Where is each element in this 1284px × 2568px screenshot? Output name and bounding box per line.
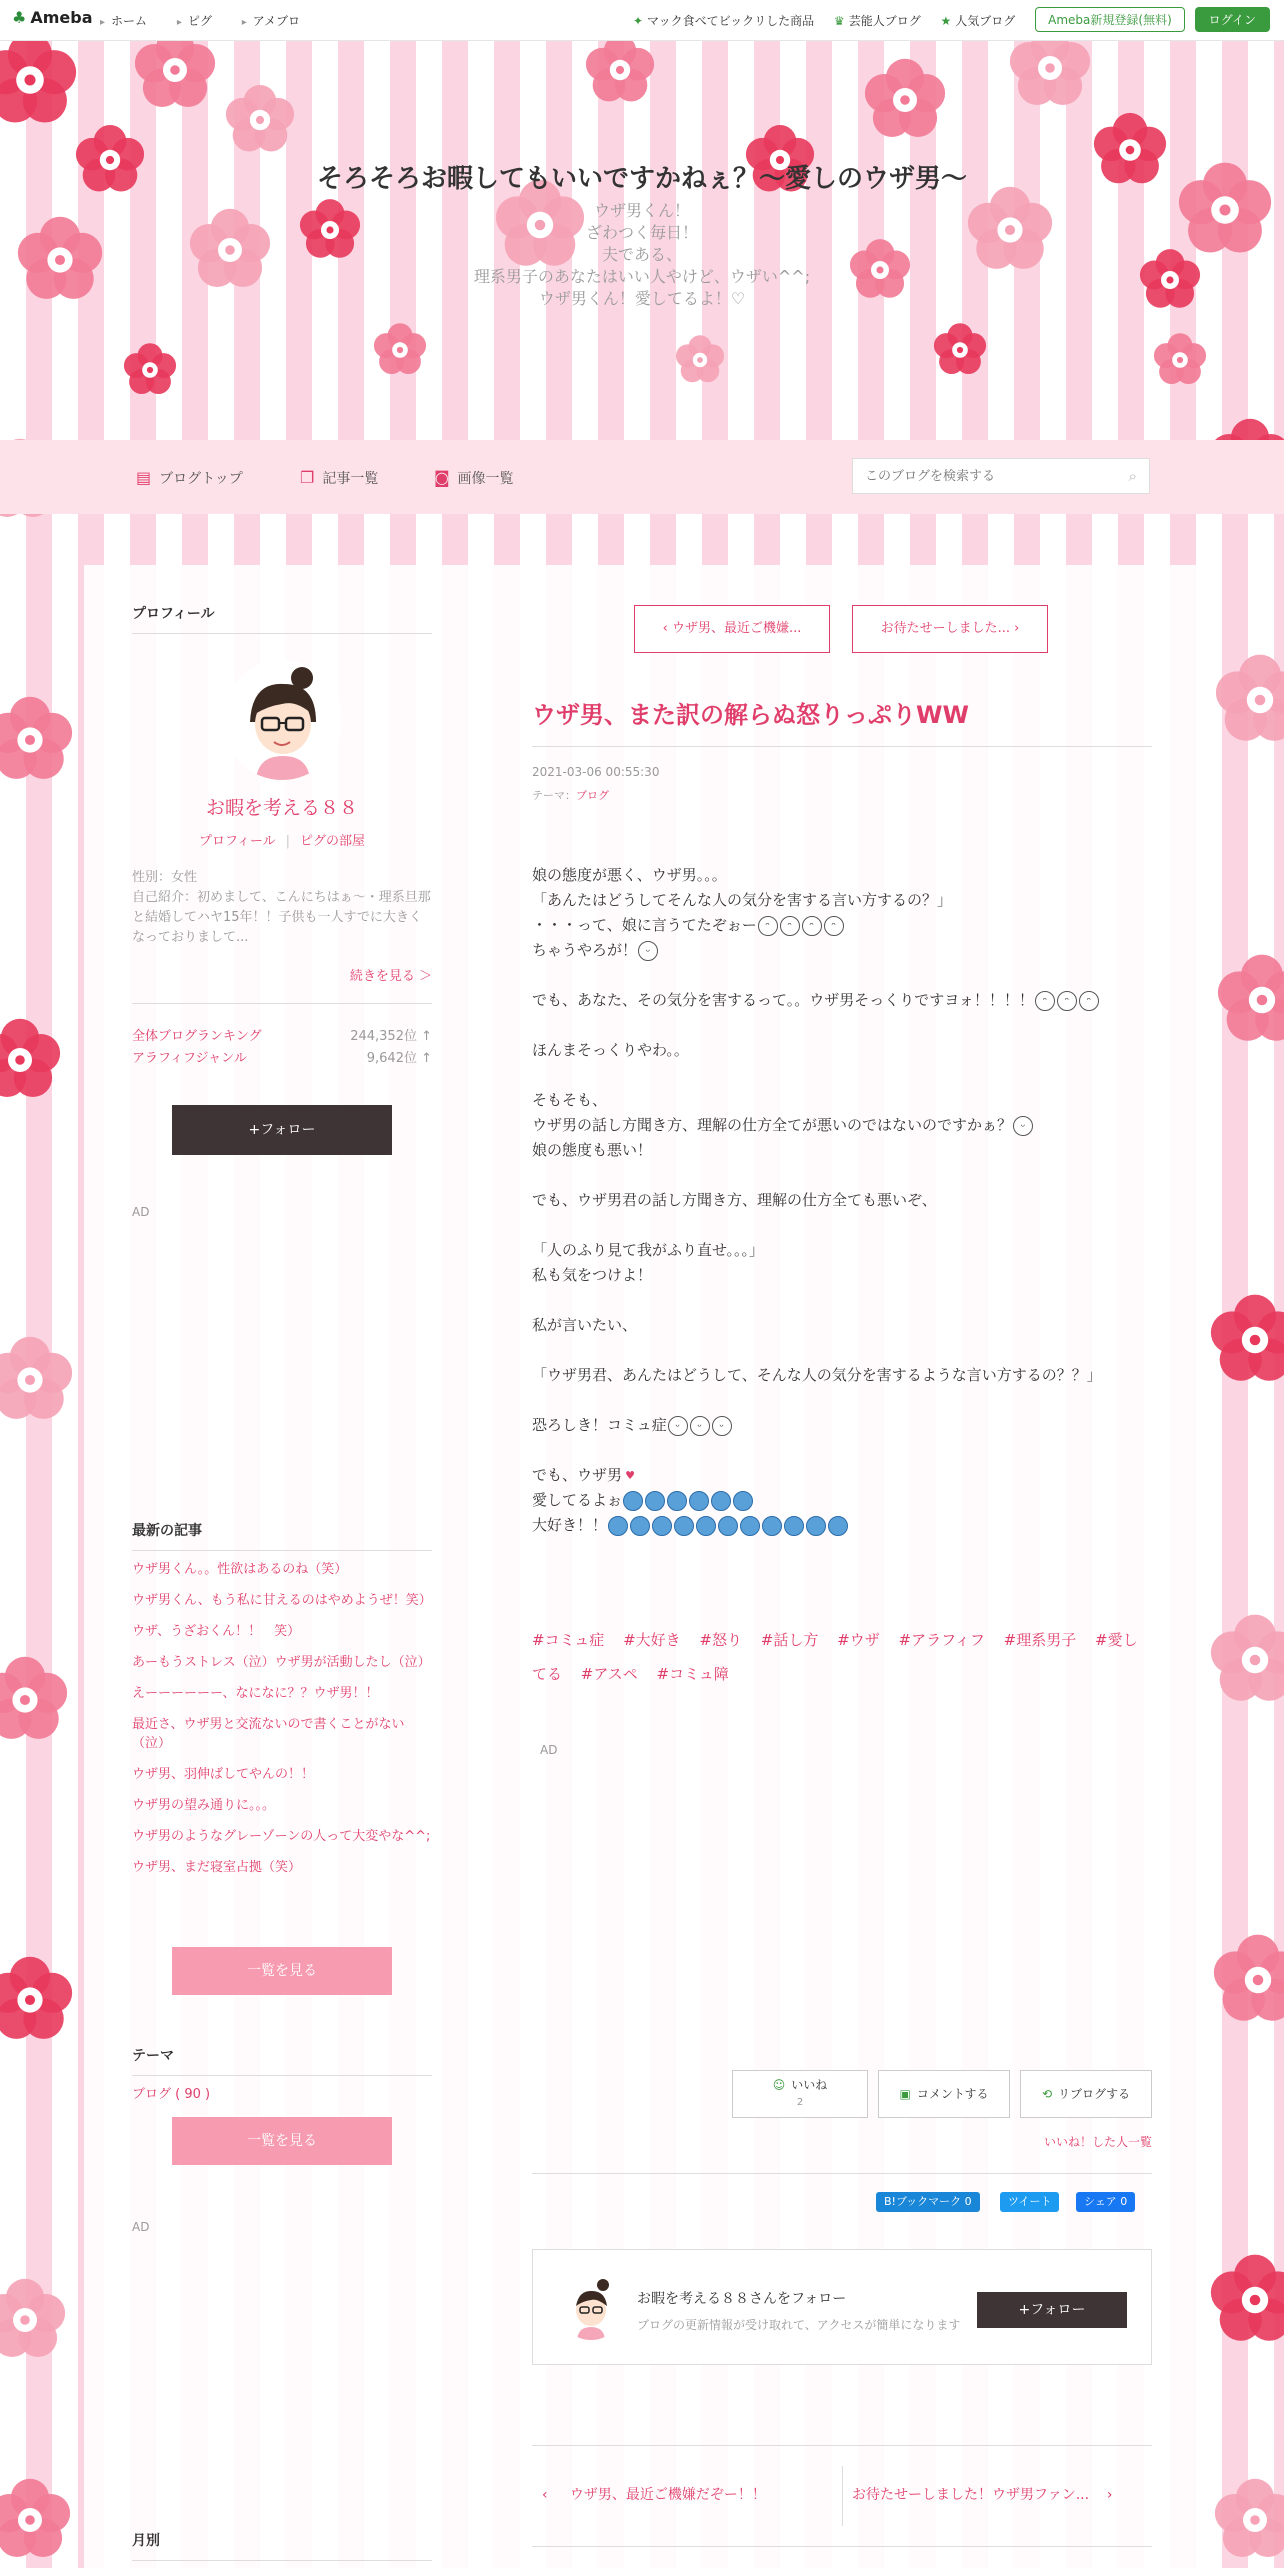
plum-flower	[0, 697, 72, 779]
facebook-share-button[interactable]: シェア 0	[1076, 2192, 1135, 2212]
plum-flower	[0, 2279, 65, 2357]
prev-entry-button[interactable]: ‹ ウザ男、最近ご機嫌...	[634, 605, 830, 653]
recent-entries-list	[132, 1560, 432, 1889]
pigg-room-link[interactable]: ピグの部屋	[300, 834, 366, 849]
document-icon: ▤	[136, 468, 152, 487]
plum-flower	[1211, 1295, 1284, 1381]
blog-nav	[0, 440, 1284, 514]
scared-emoji-icon: ᵕ	[690, 1416, 710, 1436]
earth-emoji-icon	[718, 1516, 738, 1536]
reblog-icon: ⟲	[1041, 2087, 1053, 2101]
hashtags	[532, 1623, 1152, 1691]
global-nav	[100, 12, 326, 29]
laughing-emoji-icon: ᵔ	[1079, 991, 1099, 1011]
plum-flower	[1215, 2479, 1284, 2557]
plum-flower	[0, 2479, 70, 2557]
theme-heading: テーマ	[132, 2045, 432, 2076]
hashtag[interactable]: #ウザ	[837, 1631, 880, 1649]
blog-description: ウザ男くん！ ざわつく毎日！ 夫である、 理系男子のあなたはいい人やけど、ウザい^^; ウザ男くん！愛してるよ！♡	[473, 201, 811, 308]
follow-box-title: お暇を考える８８さんをフォロー	[637, 2291, 847, 2307]
earth-emoji-icon	[762, 1516, 782, 1536]
nav-home[interactable]: ▸ ホーム	[100, 14, 147, 28]
follow-box-subtitle: ブログの更新情報が受け取れて、アクセスが簡単になります	[637, 2318, 961, 2332]
avatar	[559, 2276, 623, 2340]
prev-entry-link[interactable]: ‹ ウザ男、最近ご機嫌だぞー！！	[542, 2487, 766, 2503]
list-item[interactable]: ウザ男のようなグレーゾーンの人って大変やな^^;	[132, 1829, 431, 1844]
list-item[interactable]: ウザ男くん、もう私に甘えるのはやめようぜ！笑）	[132, 1593, 432, 1608]
article-theme: テーマ：ブログ	[532, 789, 609, 802]
star-icon: ★	[940, 14, 952, 28]
earth-emoji-icon	[608, 1516, 628, 1536]
plum-flower	[1211, 2255, 1284, 2341]
list-item[interactable]: ウザ男くん。。性欲はあるのね（笑）	[132, 1562, 348, 1577]
pages-icon: ❐	[300, 468, 315, 487]
celebrity-blog-link[interactable]: ♛ 芸能人ブログ	[833, 14, 921, 28]
theme-item[interactable]: ブログ ( 90 )	[132, 2087, 211, 2102]
earth-emoji-icon	[711, 1491, 731, 1511]
follow-button[interactable]: +フォロー	[172, 1105, 392, 1155]
nav-pigg[interactable]: ▸ ピグ	[177, 14, 212, 28]
plum-flower	[0, 1337, 72, 1419]
content-panel	[84, 565, 1200, 2568]
plum-flower	[0, 1657, 67, 1739]
tweet-button[interactable]: ツイート	[1000, 2192, 1059, 2212]
ranking	[132, 1003, 432, 1070]
theme-link[interactable]: ブログ	[576, 789, 609, 802]
like-count: 2	[796, 2097, 804, 2108]
register-button[interactable]: Ameba新規登録(無料)	[1035, 7, 1185, 32]
ameba-logo-icon: ♣	[12, 8, 27, 27]
ad-label: AD	[540, 1743, 558, 1757]
list-item[interactable]: えーーーーーー、なになに？？ウザ男！！	[132, 1686, 379, 1701]
earth-emoji-icon	[696, 1516, 716, 1536]
list-item[interactable]: あーもうストレス（泣）ウザ男が活動したし（泣）	[132, 1655, 431, 1670]
plum-flower	[1216, 655, 1284, 741]
likers-link[interactable]: いいね！した人一覧	[1043, 2135, 1152, 2149]
plum-flower	[0, 1957, 72, 2039]
avatar-illustration	[222, 660, 342, 780]
scared-emoji-icon: ᵕ	[712, 1416, 732, 1436]
chevron-left-icon: ‹	[542, 2487, 570, 2503]
hashtag[interactable]: #話し方	[760, 1631, 819, 1649]
ameba-global-header	[0, 0, 1284, 41]
nav-entry-list[interactable]: ❐ 記事一覧	[300, 468, 379, 487]
avatar[interactable]	[222, 660, 342, 780]
read-more-link[interactable]: 続きを見る ＞	[349, 969, 432, 984]
next-entry-link[interactable]: お待たせーしました！ウザ男ファン... ›	[852, 2487, 1113, 2503]
hashtag[interactable]: #怒り	[699, 1631, 742, 1649]
profile-link[interactable]: プロフィール	[198, 834, 276, 849]
chevron-left-icon: ‹	[662, 621, 672, 636]
plum-flower	[0, 1019, 60, 1097]
follow-button[interactable]: +フォロー	[977, 2292, 1127, 2328]
hashtag[interactable]: #アラフィフ	[898, 1631, 985, 1649]
scared-emoji-icon: ᵕ	[668, 1416, 688, 1436]
comment-icon: ▣	[899, 2087, 911, 2101]
prev-next-bottom	[532, 2445, 1152, 2547]
ranking-row[interactable]: 全体ブログランキング 244,352位 ↑	[132, 1029, 432, 1044]
hashtag[interactable]: #愛してる	[532, 1631, 1138, 1683]
search-icon[interactable]: ⌕	[1128, 467, 1137, 485]
profile-links	[132, 830, 432, 849]
laughing-emoji-icon: ᵔ	[802, 916, 822, 936]
article-actions	[732, 2070, 1152, 2118]
camera-icon: ◙	[434, 468, 450, 487]
earth-emoji-icon	[806, 1516, 826, 1536]
header-right	[633, 7, 1270, 32]
hashtag[interactable]: #理系男子	[1003, 1631, 1077, 1649]
earth-emoji-icon	[784, 1516, 804, 1536]
chevron-right-icon: ›	[1010, 621, 1020, 636]
earth-emoji-icon	[667, 1491, 687, 1511]
earth-emoji-icon	[623, 1491, 643, 1511]
earth-emoji-icon	[674, 1516, 694, 1536]
comment-button[interactable]: ▣ コメントする	[878, 2070, 1010, 2118]
blog-header	[0, 40, 1284, 440]
earth-emoji-icon	[828, 1516, 848, 1536]
list-item[interactable]: ウザ男、まだ寝室占拠（笑）	[132, 1860, 302, 1875]
recent-list-button[interactable]: 一覧を見る	[172, 1947, 392, 1995]
list-item[interactable]: ウザ男の望み通りに。。。	[132, 1798, 276, 1813]
follow-box	[532, 2249, 1152, 2365]
popular-blog-link[interactable]: ★ 人気ブログ	[940, 14, 1016, 28]
earth-emoji-icon	[733, 1491, 753, 1511]
laughing-emoji-icon: ᵔ	[758, 916, 778, 936]
heart-icon: ♥	[623, 1466, 637, 1486]
laughing-emoji-icon: ᵔ	[824, 916, 844, 936]
plum-flower	[1211, 1615, 1284, 1701]
hatena-bookmark-button[interactable]: B!ブックマーク 0	[876, 2192, 980, 2212]
earth-emoji-icon	[740, 1516, 760, 1536]
earth-emoji-icon	[630, 1516, 650, 1536]
nav-blog-top[interactable]: ▤ ブログトップ	[136, 468, 243, 487]
smile-icon: ☺	[772, 2078, 786, 2092]
profile-info: 性別：女性 自己紹介：初めまして、こんにちはぁ〜・理系旦那と結婚してハヤ15年！！子供も一人すでに大きくなっておりまして...	[132, 870, 431, 945]
recent-entries-heading: 最新の記事	[132, 1520, 432, 1551]
reblog-button[interactable]: ⟲ リブログする	[1020, 2070, 1152, 2118]
profile-name[interactable]: お暇を考える８８	[205, 797, 358, 819]
login-button[interactable]: ログイン	[1195, 7, 1270, 32]
laughing-emoji-icon: ᵔ	[1057, 991, 1077, 1011]
hashtag[interactable]: #大好き	[623, 1631, 681, 1649]
list-item[interactable]: ウザ男、羽伸ばしてやんの！！	[132, 1767, 315, 1782]
theme-list-button[interactable]: 一覧を見る	[172, 2117, 392, 2165]
ranking-row[interactable]: アラフィフジャンル 9,642位 ↑	[132, 1051, 432, 1066]
wink-emoji-icon: ᵕ	[638, 941, 658, 961]
hashtag[interactable]: #コミュ症	[532, 1631, 605, 1649]
leaf-icon: ✦	[632, 14, 644, 28]
hashtag[interactable]: #コミュ障	[656, 1665, 729, 1683]
blog-title[interactable]: そろそろお暇してもいいですかねぇ？〜愛しのウザ男〜	[316, 164, 967, 194]
face-emoji-icon: ᵕ	[1013, 1116, 1033, 1136]
social-buttons	[532, 2173, 1152, 2208]
monthly-heading: 月別	[132, 2530, 432, 2561]
nav-ameblo[interactable]: ▸ アメブロ	[242, 14, 300, 28]
topic-link[interactable]: ✦ マック食べてビックリした商品	[632, 14, 815, 28]
avatar-illustration	[559, 2276, 623, 2340]
search-input[interactable]	[863, 459, 1107, 493]
article-date: 2021-03-06 00:55:30	[532, 765, 660, 779]
ad-label: AD	[132, 2220, 150, 2234]
nav-image-list[interactable]: ◙ 画像一覧	[434, 468, 514, 487]
next-entry-button[interactable]: お待たせーしました... ›	[852, 605, 1048, 653]
earth-emoji-icon	[652, 1516, 672, 1536]
ameba-logo[interactable]: ♣ Ameba	[12, 8, 93, 27]
crown-icon: ♛	[833, 14, 845, 28]
list-item[interactable]: ウザ、うざおくん！！ 笑）	[132, 1624, 301, 1639]
chevron-right-icon: ›	[1089, 2487, 1113, 2503]
like-button[interactable]: ☺ いいね 2	[732, 2070, 868, 2118]
article-title[interactable]: ウザ男、また訳の解らぬ怒りっぷりWW	[532, 695, 1152, 747]
hashtag[interactable]: #アスペ	[580, 1665, 638, 1683]
laughing-emoji-icon: ᵔ	[780, 916, 800, 936]
plum-flower	[1214, 1935, 1284, 2021]
list-item[interactable]: 最近さ、ウザ男と交流ないので書くことがない（泣）	[132, 1717, 405, 1751]
article-body: 娘の態度が悪く、ウザ男。。。 「あんたはどうしてそんな人の気分を害する言い方するの？」 ・・・って、娘に言うてたぞぉー ᵔ ᵔ ᵔ ᵔ ちゃうやろが！ ᵕ でも、あなた、その気分を害するって。。ウザ男そっくりですヨォ！！！！ ᵔ ᵔ ᵔ ほんまそっくりやわ。。 そもそも、 ウザ男の話し方聞き方、理解の仕方全てが悪いのではないのですかぁ？ ᵕ 娘の態度も悪い！ でも、ウザ男君の話し方聞き方、理解の仕方全ても悪いぞ、 「人のふり見て我がふり直せ。。。」 私も気をつけよ！ 私が言いたい、 「ウザ男君、あんたはどうして、そんな人の気分を害するような言い方するの？？」 恐ろしき！コミュ症 ᵕ ᵕ ᵕ でも、ウザ男 ♥ 愛してるよぉ 大好き！！	[532, 866, 1102, 1534]
separator: |	[285, 834, 291, 849]
laughing-emoji-icon: ᵔ	[1035, 991, 1055, 1011]
earth-emoji-icon	[645, 1491, 665, 1511]
divider	[842, 2466, 843, 2526]
plum-flower	[1218, 955, 1284, 1041]
blog-search	[852, 458, 1150, 494]
ad-label: AD	[132, 1205, 150, 1219]
profile-heading: プロフィール	[132, 603, 432, 634]
earth-emoji-icon	[689, 1491, 709, 1511]
